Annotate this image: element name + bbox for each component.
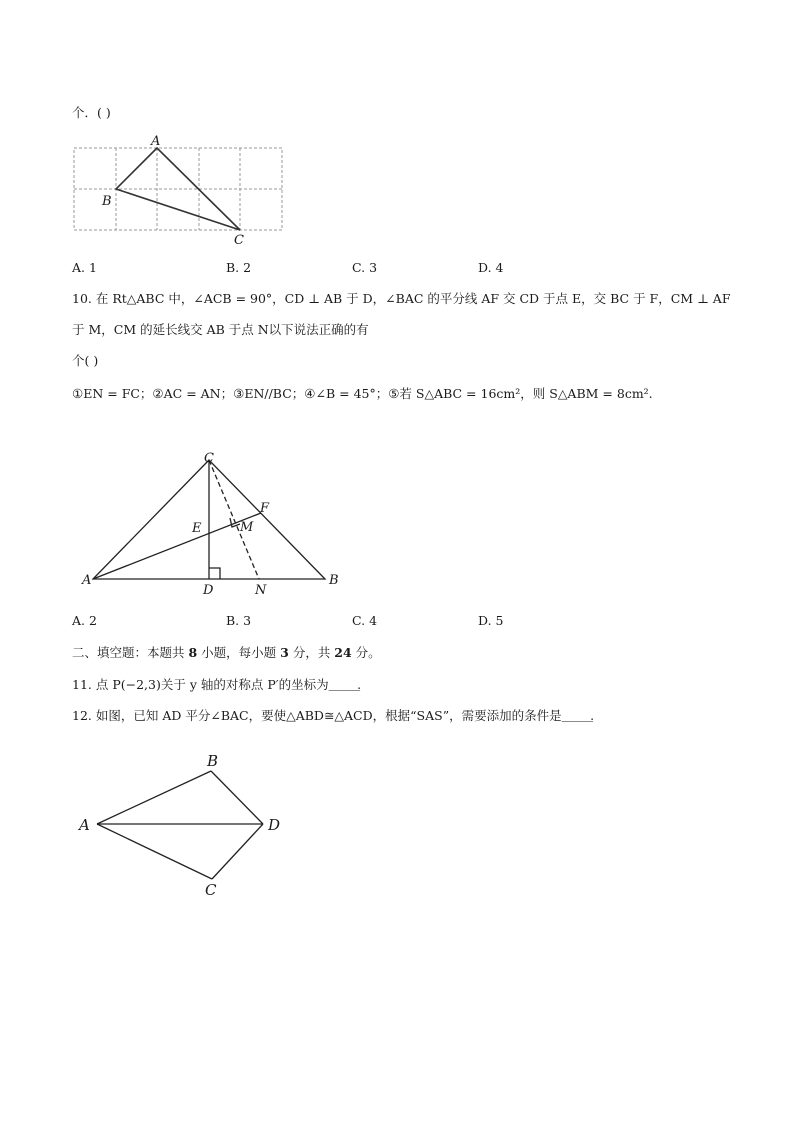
q12-point-c: C [205, 881, 217, 899]
q10-point-a: A [82, 573, 92, 588]
q9-point-b: B [102, 194, 112, 209]
q10-point-d: D [203, 583, 214, 598]
q9-option-d[interactable]: D. 4 [478, 260, 504, 275]
q10-option-a[interactable]: A. 2 [72, 613, 97, 628]
q12-point-d: D [268, 816, 281, 834]
q10-point-c: C [204, 451, 214, 466]
q12-stem: 12. 如图，已知 AD 平分∠BAC，要使△ABD≅△ACD，根据“SAS”，需要添加的条件是＿＿＿. [72, 708, 595, 723]
q12-answer-blank[interactable]: ＿＿＿ [561, 708, 591, 723]
q9-point-a: A [151, 134, 161, 149]
q11-answer-blank[interactable]: ＿＿＿ [328, 677, 358, 692]
q10-point-f: F [260, 501, 270, 516]
q9-option-b[interactable]: B. 2 [226, 260, 252, 275]
q12-point-b: B [207, 752, 219, 770]
q9-continuation: 个．( ) [72, 105, 111, 120]
q9-point-c: C [234, 233, 244, 248]
q10-option-d[interactable]: D. 5 [478, 613, 504, 628]
q10-point-e: E [192, 521, 202, 536]
q10-statements: ①EN = FC；②AC = AN；③EN//BC；④∠B = 45°；⑤若 S△ABC = 16cm²，则 S△ABM = 8cm². [72, 386, 653, 401]
q10-point-m: M [240, 520, 254, 535]
q10-stem-line2: 于 M，CM 的延长线交 AB 于点 N以下说法正确的有 [72, 322, 369, 337]
q10-stem-line3: 个( ) [72, 353, 99, 368]
q10-option-b[interactable]: B. 3 [226, 613, 252, 628]
q9-option-a[interactable]: A. 1 [72, 260, 97, 275]
q9-option-c[interactable]: C. 3 [352, 260, 378, 275]
q10-point-n: N [255, 583, 267, 598]
section-heading: 二、填空题：本题共 8 小题，每小题 3 分，共 24 分。 [72, 645, 381, 660]
q10-option-c[interactable]: C. 4 [352, 613, 378, 628]
q10-stem-line1: 10. 在 Rt△ABC 中，∠ACB = 90°，CD ⊥ AB 于 D，∠BAC 的平分线 AF 交 CD 于点 E，交 BC 于 F，CM ⊥ AF [72, 291, 731, 306]
q11-stem: 11. 点 P(−2,3)关于 y 轴的对称点 P′的坐标为＿＿＿. [72, 677, 362, 692]
q12-point-a: A [79, 816, 90, 834]
q10-point-b: B [329, 573, 339, 588]
